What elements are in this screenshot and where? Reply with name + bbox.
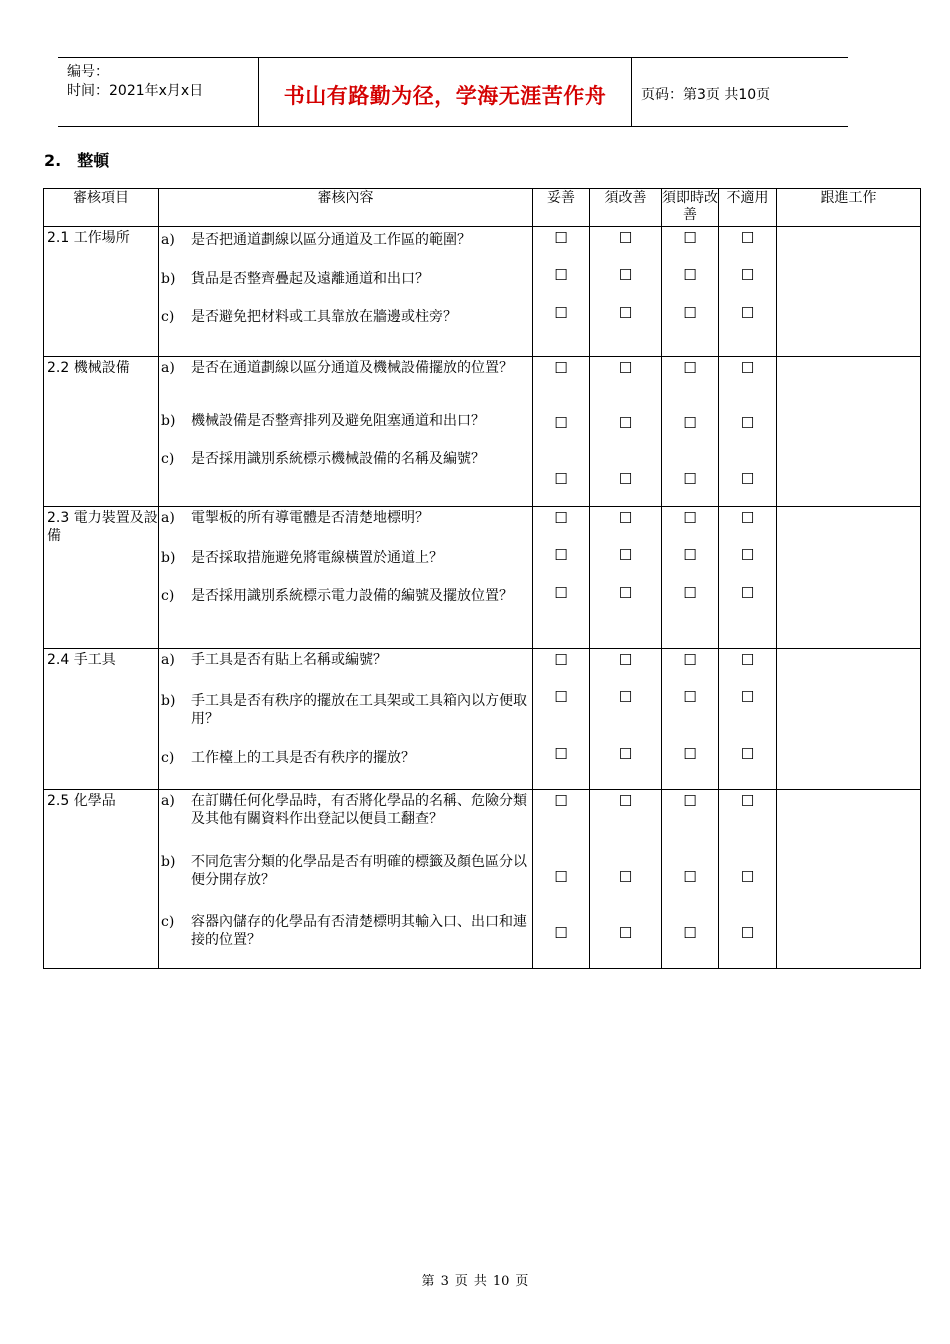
follow-up-cell[interactable] xyxy=(777,507,921,649)
immediate-improvement-checkbox[interactable]: ☐ xyxy=(683,546,697,564)
satisfactory-cell xyxy=(533,507,590,649)
immediate-improvement-cell xyxy=(662,507,719,649)
motto: 书山有路勤为径，学海无涯苦作舟 xyxy=(283,84,607,108)
table-row xyxy=(44,790,921,969)
page-footer xyxy=(0,1270,950,1289)
immediate-improvement-checkbox[interactable]: ☐ xyxy=(683,470,697,488)
immediate-improvement-checkbox[interactable]: ☐ xyxy=(683,304,697,322)
question-text: 容器內儲存的化學品有否清楚標明其輸入口、出口和連接的位置？ xyxy=(191,914,527,948)
section-number: 2. xyxy=(44,151,62,170)
question-letter: b) xyxy=(161,271,176,287)
column-header: 須改善 xyxy=(590,189,662,227)
section-heading xyxy=(44,148,109,171)
follow-up-cell[interactable] xyxy=(777,790,921,969)
question-item xyxy=(159,509,532,527)
question-letter: a) xyxy=(161,232,175,248)
not-applicable-checkbox[interactable]: ☐ xyxy=(740,792,755,810)
satisfactory-cell xyxy=(533,227,590,357)
immediate-improvement-checkbox[interactable]: ☐ xyxy=(683,688,697,706)
question-letter: b) xyxy=(161,413,176,429)
needs-improvement-checkbox[interactable]: ☐ xyxy=(618,792,633,810)
needs-improvement-checkbox[interactable]: ☐ xyxy=(618,266,633,284)
audit-content-cell xyxy=(159,507,533,649)
not-applicable-checkbox[interactable]: ☐ xyxy=(740,651,755,669)
not-applicable-checkbox[interactable]: ☐ xyxy=(740,470,755,488)
question-item xyxy=(159,792,532,828)
question-text: 是否把通道劃線以區分通道及工作區的範圍？ xyxy=(191,232,471,248)
not-applicable-checkbox[interactable]: ☐ xyxy=(740,745,755,763)
audit-content-cell xyxy=(159,790,533,969)
audit-content-cell xyxy=(159,357,533,507)
not-applicable-cell xyxy=(719,357,777,507)
question-text: 電掣板的所有導電體是否清楚地標明？ xyxy=(191,510,429,526)
footer-prefix: 第 xyxy=(421,1274,435,1289)
question-letter: b) xyxy=(161,550,176,566)
satisfactory-cell xyxy=(533,649,590,790)
satisfactory-checkbox[interactable]: ☐ xyxy=(554,359,568,377)
not-applicable-checkbox[interactable]: ☐ xyxy=(740,229,755,247)
immediate-improvement-checkbox[interactable]: ☐ xyxy=(683,359,697,377)
satisfactory-checkbox[interactable]: ☐ xyxy=(554,229,568,247)
question-item xyxy=(159,692,532,728)
question-letter: c) xyxy=(161,750,175,766)
needs-improvement-checkbox[interactable]: ☐ xyxy=(618,509,633,527)
question-letter: c) xyxy=(161,914,175,930)
immediate-improvement-cell xyxy=(662,357,719,507)
audit-table xyxy=(43,188,921,969)
satisfactory-checkbox[interactable]: ☐ xyxy=(554,792,568,810)
follow-up-cell[interactable] xyxy=(777,357,921,507)
question-item xyxy=(159,270,532,288)
question-letter: c) xyxy=(161,309,175,325)
audit-item-cell: 2.5 化學品 xyxy=(44,790,159,969)
immediate-improvement-cell xyxy=(662,227,719,357)
satisfactory-checkbox[interactable]: ☐ xyxy=(554,584,568,602)
satisfactory-cell xyxy=(533,790,590,969)
not-applicable-checkbox[interactable]: ☐ xyxy=(740,266,755,284)
question-letter: a) xyxy=(161,360,175,376)
not-applicable-cell xyxy=(719,227,777,357)
question-letter: c) xyxy=(161,588,175,604)
immediate-improvement-checkbox[interactable]: ☐ xyxy=(683,745,697,763)
question-item xyxy=(159,308,532,326)
satisfactory-checkbox[interactable]: ☐ xyxy=(554,266,568,284)
document-header xyxy=(58,57,848,127)
table-row xyxy=(44,227,921,357)
question-text: 是否採用識別系統標示電力設備的編號及擺放位置？ xyxy=(191,588,513,604)
needs-improvement-checkbox[interactable]: ☐ xyxy=(618,584,633,602)
header-page-cell xyxy=(632,58,848,126)
needs-improvement-checkbox[interactable]: ☐ xyxy=(618,304,633,322)
not-applicable-checkbox[interactable]: ☐ xyxy=(740,868,755,886)
immediate-improvement-cell xyxy=(662,649,719,790)
needs-improvement-checkbox[interactable]: ☐ xyxy=(618,229,633,247)
needs-improvement-checkbox[interactable]: ☐ xyxy=(618,924,633,942)
follow-up-cell[interactable] xyxy=(777,227,921,357)
question-letter: a) xyxy=(161,652,175,668)
page-label: 页码：第3页 共10页 xyxy=(641,87,771,103)
code-label: 编号： xyxy=(67,64,109,80)
audit-content-cell xyxy=(159,227,533,357)
not-applicable-checkbox[interactable]: ☐ xyxy=(740,688,755,706)
question-item xyxy=(159,749,532,767)
immediate-improvement-checkbox[interactable]: ☐ xyxy=(683,792,697,810)
question-text: 機械設備是否整齊排列及避免阻塞通道和出口？ xyxy=(191,413,485,429)
footer-total-prefix: 共 xyxy=(473,1274,487,1289)
question-item xyxy=(159,231,532,249)
immediate-improvement-checkbox[interactable]: ☐ xyxy=(683,509,697,527)
question-item xyxy=(159,853,532,889)
not-applicable-cell xyxy=(719,507,777,649)
date-label: 时间：2021年x月x日 xyxy=(67,83,204,99)
immediate-improvement-cell xyxy=(662,790,719,969)
footer-current-page: 3 xyxy=(440,1274,449,1289)
header-info-cell xyxy=(58,58,259,126)
immediate-improvement-checkbox[interactable]: ☐ xyxy=(683,868,697,886)
satisfactory-checkbox[interactable]: ☐ xyxy=(554,414,568,432)
immediate-improvement-checkbox[interactable]: ☐ xyxy=(683,229,697,247)
footer-suffix: 页 xyxy=(515,1274,529,1289)
question-text: 貨品是否整齊疊起及遠離通道和出口？ xyxy=(191,271,429,287)
column-header: 審核內容 xyxy=(159,189,533,227)
column-header: 妥善 xyxy=(533,189,590,227)
immediate-improvement-checkbox[interactable]: ☐ xyxy=(683,414,697,432)
question-item xyxy=(159,549,532,567)
needs-improvement-cell xyxy=(590,227,662,357)
needs-improvement-checkbox[interactable]: ☐ xyxy=(618,414,633,432)
not-applicable-cell xyxy=(719,790,777,969)
not-applicable-checkbox[interactable]: ☐ xyxy=(740,924,755,942)
table-header-row xyxy=(44,189,921,227)
question-letter: c) xyxy=(161,451,175,467)
satisfactory-checkbox[interactable]: ☐ xyxy=(554,924,568,942)
audit-item-cell: 2.1 工作場所 xyxy=(44,227,159,357)
table-row xyxy=(44,357,921,507)
needs-improvement-checkbox[interactable]: ☐ xyxy=(618,868,633,886)
needs-improvement-cell xyxy=(590,649,662,790)
satisfactory-checkbox[interactable]: ☐ xyxy=(554,868,568,886)
satisfactory-checkbox[interactable]: ☐ xyxy=(554,304,568,322)
question-text: 不同危害分類的化學品是否有明確的標籤及顏色區分以便分開存放？ xyxy=(191,854,527,888)
question-text: 是否在通道劃線以區分通道及機械設備擺放的位置？ xyxy=(191,360,513,376)
column-header: 不適用 xyxy=(719,189,777,227)
question-item xyxy=(159,913,532,949)
needs-improvement-cell xyxy=(590,507,662,649)
needs-improvement-checkbox[interactable]: ☐ xyxy=(618,470,633,488)
satisfactory-checkbox[interactable]: ☐ xyxy=(554,688,568,706)
question-letter: b) xyxy=(161,854,176,870)
question-item xyxy=(159,651,532,669)
needs-improvement-cell xyxy=(590,790,662,969)
question-letter: a) xyxy=(161,510,175,526)
not-applicable-checkbox[interactable]: ☐ xyxy=(740,359,755,377)
question-letter: b) xyxy=(161,693,176,709)
table-row xyxy=(44,507,921,649)
column-header: 須即時改善 xyxy=(662,189,719,227)
footer-total-pages: 10 xyxy=(492,1274,510,1289)
immediate-improvement-checkbox[interactable]: ☐ xyxy=(683,266,697,284)
immediate-improvement-checkbox[interactable]: ☐ xyxy=(683,651,697,669)
question-item xyxy=(159,587,532,605)
audit-table-wrapper xyxy=(43,188,920,969)
footer-mid: 页 xyxy=(454,1274,468,1289)
needs-improvement-checkbox[interactable]: ☐ xyxy=(618,688,633,706)
column-header: 跟進工作 xyxy=(777,189,921,227)
not-applicable-cell xyxy=(719,649,777,790)
question-text: 手工具是否有秩序的擺放在工具架或工具箱內以方便取用？ xyxy=(191,693,527,727)
question-text: 是否採用識別系統標示機械設備的名稱及編號？ xyxy=(191,451,485,467)
needs-improvement-cell xyxy=(590,357,662,507)
satisfactory-checkbox[interactable]: ☐ xyxy=(554,745,568,763)
not-applicable-checkbox[interactable]: ☐ xyxy=(740,414,755,432)
immediate-improvement-checkbox[interactable]: ☐ xyxy=(683,584,697,602)
satisfactory-checkbox[interactable]: ☐ xyxy=(554,470,568,488)
not-applicable-checkbox[interactable]: ☐ xyxy=(740,304,755,322)
not-applicable-checkbox[interactable]: ☐ xyxy=(740,509,755,527)
question-letter: a) xyxy=(161,793,175,809)
needs-improvement-checkbox[interactable]: ☐ xyxy=(618,745,633,763)
not-applicable-checkbox[interactable]: ☐ xyxy=(740,546,755,564)
question-text: 是否避免把材料或工具靠放在牆邊或柱旁？ xyxy=(191,309,457,325)
header-motto-cell xyxy=(259,58,632,126)
column-header: 審核項目 xyxy=(44,189,159,227)
audit-item-cell: 2.3 電力裝置及設備 xyxy=(44,507,159,649)
question-text: 手工具是否有貼上名稱或編號？ xyxy=(191,652,387,668)
question-item xyxy=(159,412,532,430)
satisfactory-cell xyxy=(533,357,590,507)
audit-content-cell xyxy=(159,649,533,790)
satisfactory-checkbox[interactable]: ☐ xyxy=(554,651,568,669)
satisfactory-checkbox[interactable]: ☐ xyxy=(554,546,568,564)
audit-item-cell: 2.2 機械設備 xyxy=(44,357,159,507)
question-text: 工作檯上的工具是否有秩序的擺放？ xyxy=(191,750,415,766)
question-text: 是否採取措施避免將電線橫置於通道上？ xyxy=(191,550,443,566)
section-title: 整頓 xyxy=(77,151,110,170)
question-text: 在訂購任何化學品時，有否將化學品的名稱、危險分類及其他有關資料作出登記以便員工翻查？ xyxy=(191,793,527,827)
immediate-improvement-checkbox[interactable]: ☐ xyxy=(683,924,697,942)
not-applicable-checkbox[interactable]: ☐ xyxy=(740,584,755,602)
audit-item-cell: 2.4 手工具 xyxy=(44,649,159,790)
table-row xyxy=(44,649,921,790)
needs-improvement-checkbox[interactable]: ☐ xyxy=(618,546,633,564)
question-item xyxy=(159,359,532,377)
question-item xyxy=(159,450,532,468)
needs-improvement-checkbox[interactable]: ☐ xyxy=(618,359,633,377)
satisfactory-checkbox[interactable]: ☐ xyxy=(554,509,568,527)
follow-up-cell[interactable] xyxy=(777,649,921,790)
needs-improvement-checkbox[interactable]: ☐ xyxy=(618,651,633,669)
